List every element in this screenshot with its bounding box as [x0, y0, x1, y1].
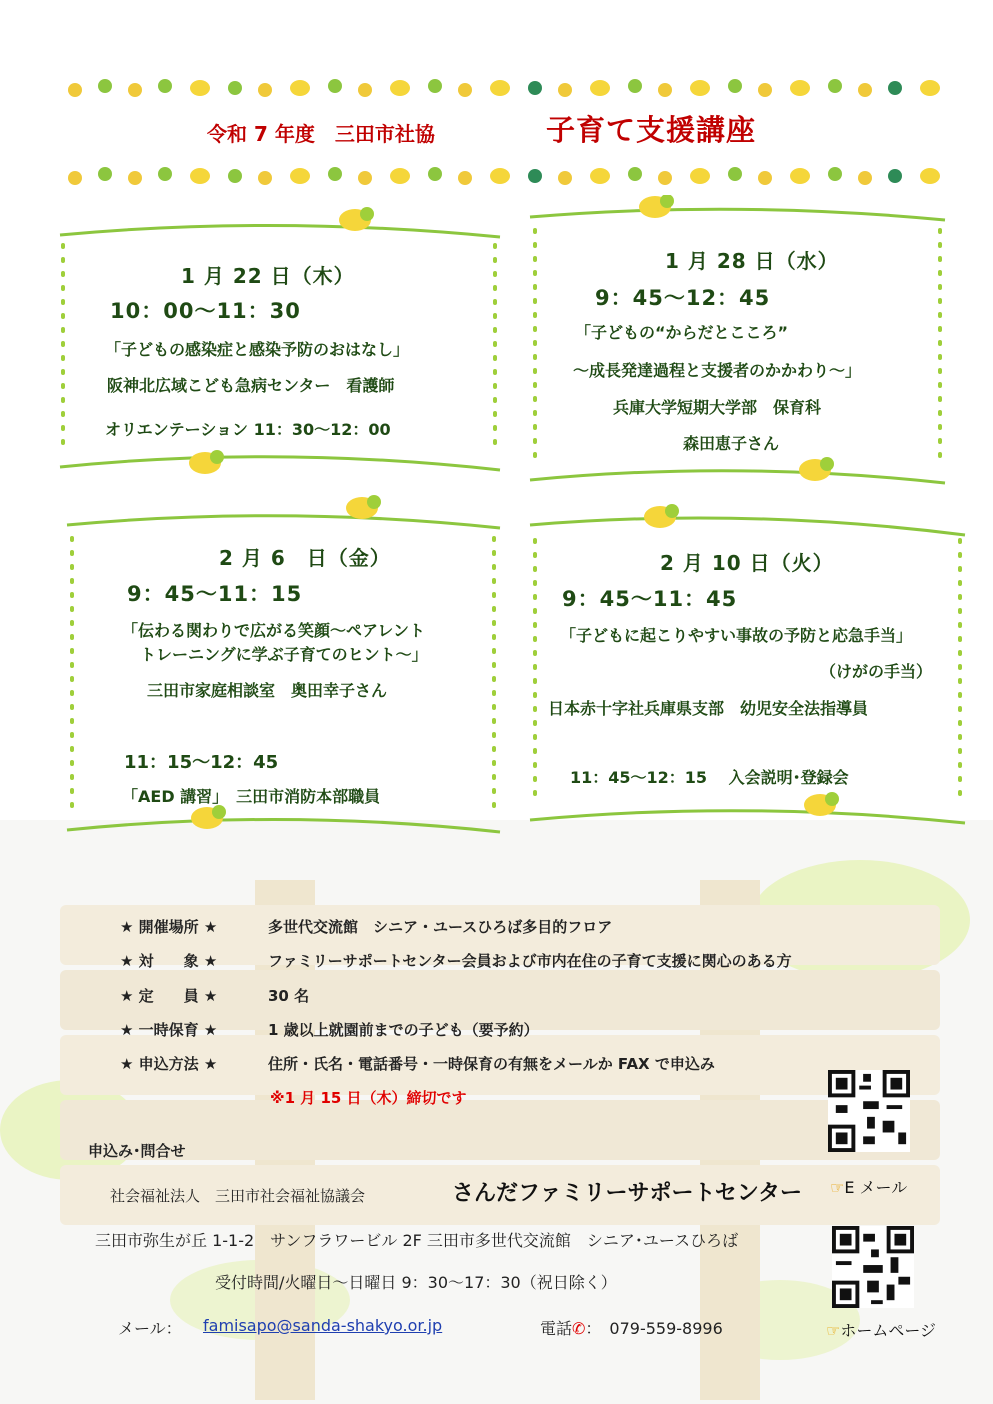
- session-card-4: [525, 495, 970, 840]
- session-time: 9：45～12：45: [595, 286, 771, 310]
- pointing-hand-icon: ☞: [826, 1321, 841, 1340]
- org-name-small: 社会福祉法人 三田市社会福祉協議会: [110, 1187, 366, 1205]
- session-extra: 11：45～12：15 入会説明･登録会: [570, 768, 849, 787]
- header-subtitle: 令和 7 年度 三田市社協: [207, 122, 435, 146]
- session-time: 10：00～11：30: [110, 299, 301, 323]
- session-topic-line2: ～成長発達過程と支援者のかかわり～」: [573, 361, 862, 380]
- info-apply: [120, 1053, 715, 1074]
- clover-bird-garland-bottom: [60, 158, 950, 192]
- session-speaker: 阪神北広域こども急病センター 看護師: [107, 376, 395, 395]
- session-date: 1 月 22 日（木）: [181, 264, 355, 288]
- homepage-qr-caption: [826, 1318, 936, 1341]
- phone-number: ： 079-559-8996: [585, 1319, 723, 1338]
- session-speaker: 日本赤十字社兵庫県支部 幼児安全法指導員: [548, 699, 869, 718]
- info-label: ★ 定 員 ★: [120, 987, 218, 1005]
- session-topic: 「子どもの“からだとこころ”: [575, 323, 789, 342]
- info-label: ★ 開催場所 ★: [120, 918, 218, 936]
- session-date: 1 月 28 日（水）: [665, 249, 839, 273]
- business-hours: 受付時間/火曜日～日曜日 9：30～17：30（祝日除く）: [215, 1273, 617, 1292]
- info-value: 住所・氏名・電話番号・一時保育の有無をメールか FAX で申込み: [268, 1055, 715, 1073]
- phone-icon: ✆: [572, 1319, 586, 1338]
- session-date: 2 月 6 日（金）: [219, 546, 391, 570]
- email-label: メール：: [118, 1319, 182, 1338]
- email-qr-label: E メール: [844, 1178, 908, 1197]
- info-label: ★ 対 象 ★: [120, 952, 218, 970]
- session-card-3: [62, 490, 505, 850]
- info-value: 1 歳以上就園前までの子ども（要予約）: [268, 1021, 539, 1039]
- pointing-hand-icon: ☞: [830, 1178, 845, 1197]
- email-qr-code[interactable]: [828, 1070, 910, 1152]
- address: 三田市弥生が丘 1-1-2 サンフラワービル 2F 三田市多世代交流館 シニア･ユースひろば: [95, 1231, 739, 1250]
- contact-heading: 申込み･問合せ: [88, 1142, 186, 1160]
- email-qr-caption: [830, 1175, 907, 1198]
- session-topic-line2: （けがの手当）: [820, 662, 933, 681]
- session-extra: オリエンテーション 11：30～12：00: [105, 420, 391, 439]
- session-time: 9：45～11：15: [127, 582, 303, 606]
- info-label: ★ 申込方法 ★: [120, 1055, 218, 1073]
- clover-bird-garland-top: [60, 70, 950, 104]
- session-topic-3: 「AED 講習」 三田市消防本部職員: [122, 787, 381, 806]
- info-capacity: [120, 985, 309, 1006]
- info-childcare: [120, 1019, 539, 1040]
- session-topic: 「子どもに起こりやすい事故の予防と応急手当」: [560, 626, 913, 645]
- info-venue: [120, 916, 612, 937]
- info-label: ★ 一時保育 ★: [120, 1021, 218, 1039]
- session-card-1: [55, 205, 505, 490]
- header: [0, 108, 993, 148]
- session-time: 9：45～11：45: [562, 587, 738, 611]
- deadline-note: ※1 月 15 日（木）締切です: [270, 1089, 467, 1107]
- session-time-2: 11：15～12：45: [124, 752, 279, 773]
- homepage-qr-label: ホームページ: [840, 1321, 937, 1340]
- org-name-large: さんだファミリーサポートセンター: [452, 1181, 803, 1206]
- info-value: 30 名: [268, 987, 310, 1005]
- session-speaker-name: 森田恵子さん: [683, 434, 780, 453]
- page-title: 子育て支援講座: [546, 113, 757, 147]
- session-card-2: [525, 195, 950, 490]
- email-link[interactable]: famisapo@sanda-shakyo.or.jp: [203, 1316, 443, 1335]
- session-speaker: 兵庫大学短期大学部 保育科: [613, 398, 822, 417]
- session-date: 2 月 10 日（火）: [660, 551, 834, 575]
- phone: [540, 1316, 723, 1339]
- homepage-qr-code[interactable]: [832, 1226, 914, 1308]
- session-topic: 「伝わる関わりで広がる笑顔～ペアレント: [122, 621, 425, 640]
- session-topic: 「子どもの感染症と感染予防のおはなし」: [105, 340, 410, 359]
- info-value: ファミリーサポートセンター会員および市内在住の子育て支援に関心のある方: [268, 952, 792, 970]
- info-target: [120, 950, 792, 971]
- phone-label: 電話: [540, 1319, 573, 1338]
- session-speaker: 三田市家庭相談室 奥田幸子さん: [147, 681, 388, 700]
- session-topic-line2: トレーニングに学ぶ子育てのヒント～」: [140, 645, 428, 664]
- info-value: 多世代交流館 シニア・ユースひろば多目的フロア: [268, 918, 613, 936]
